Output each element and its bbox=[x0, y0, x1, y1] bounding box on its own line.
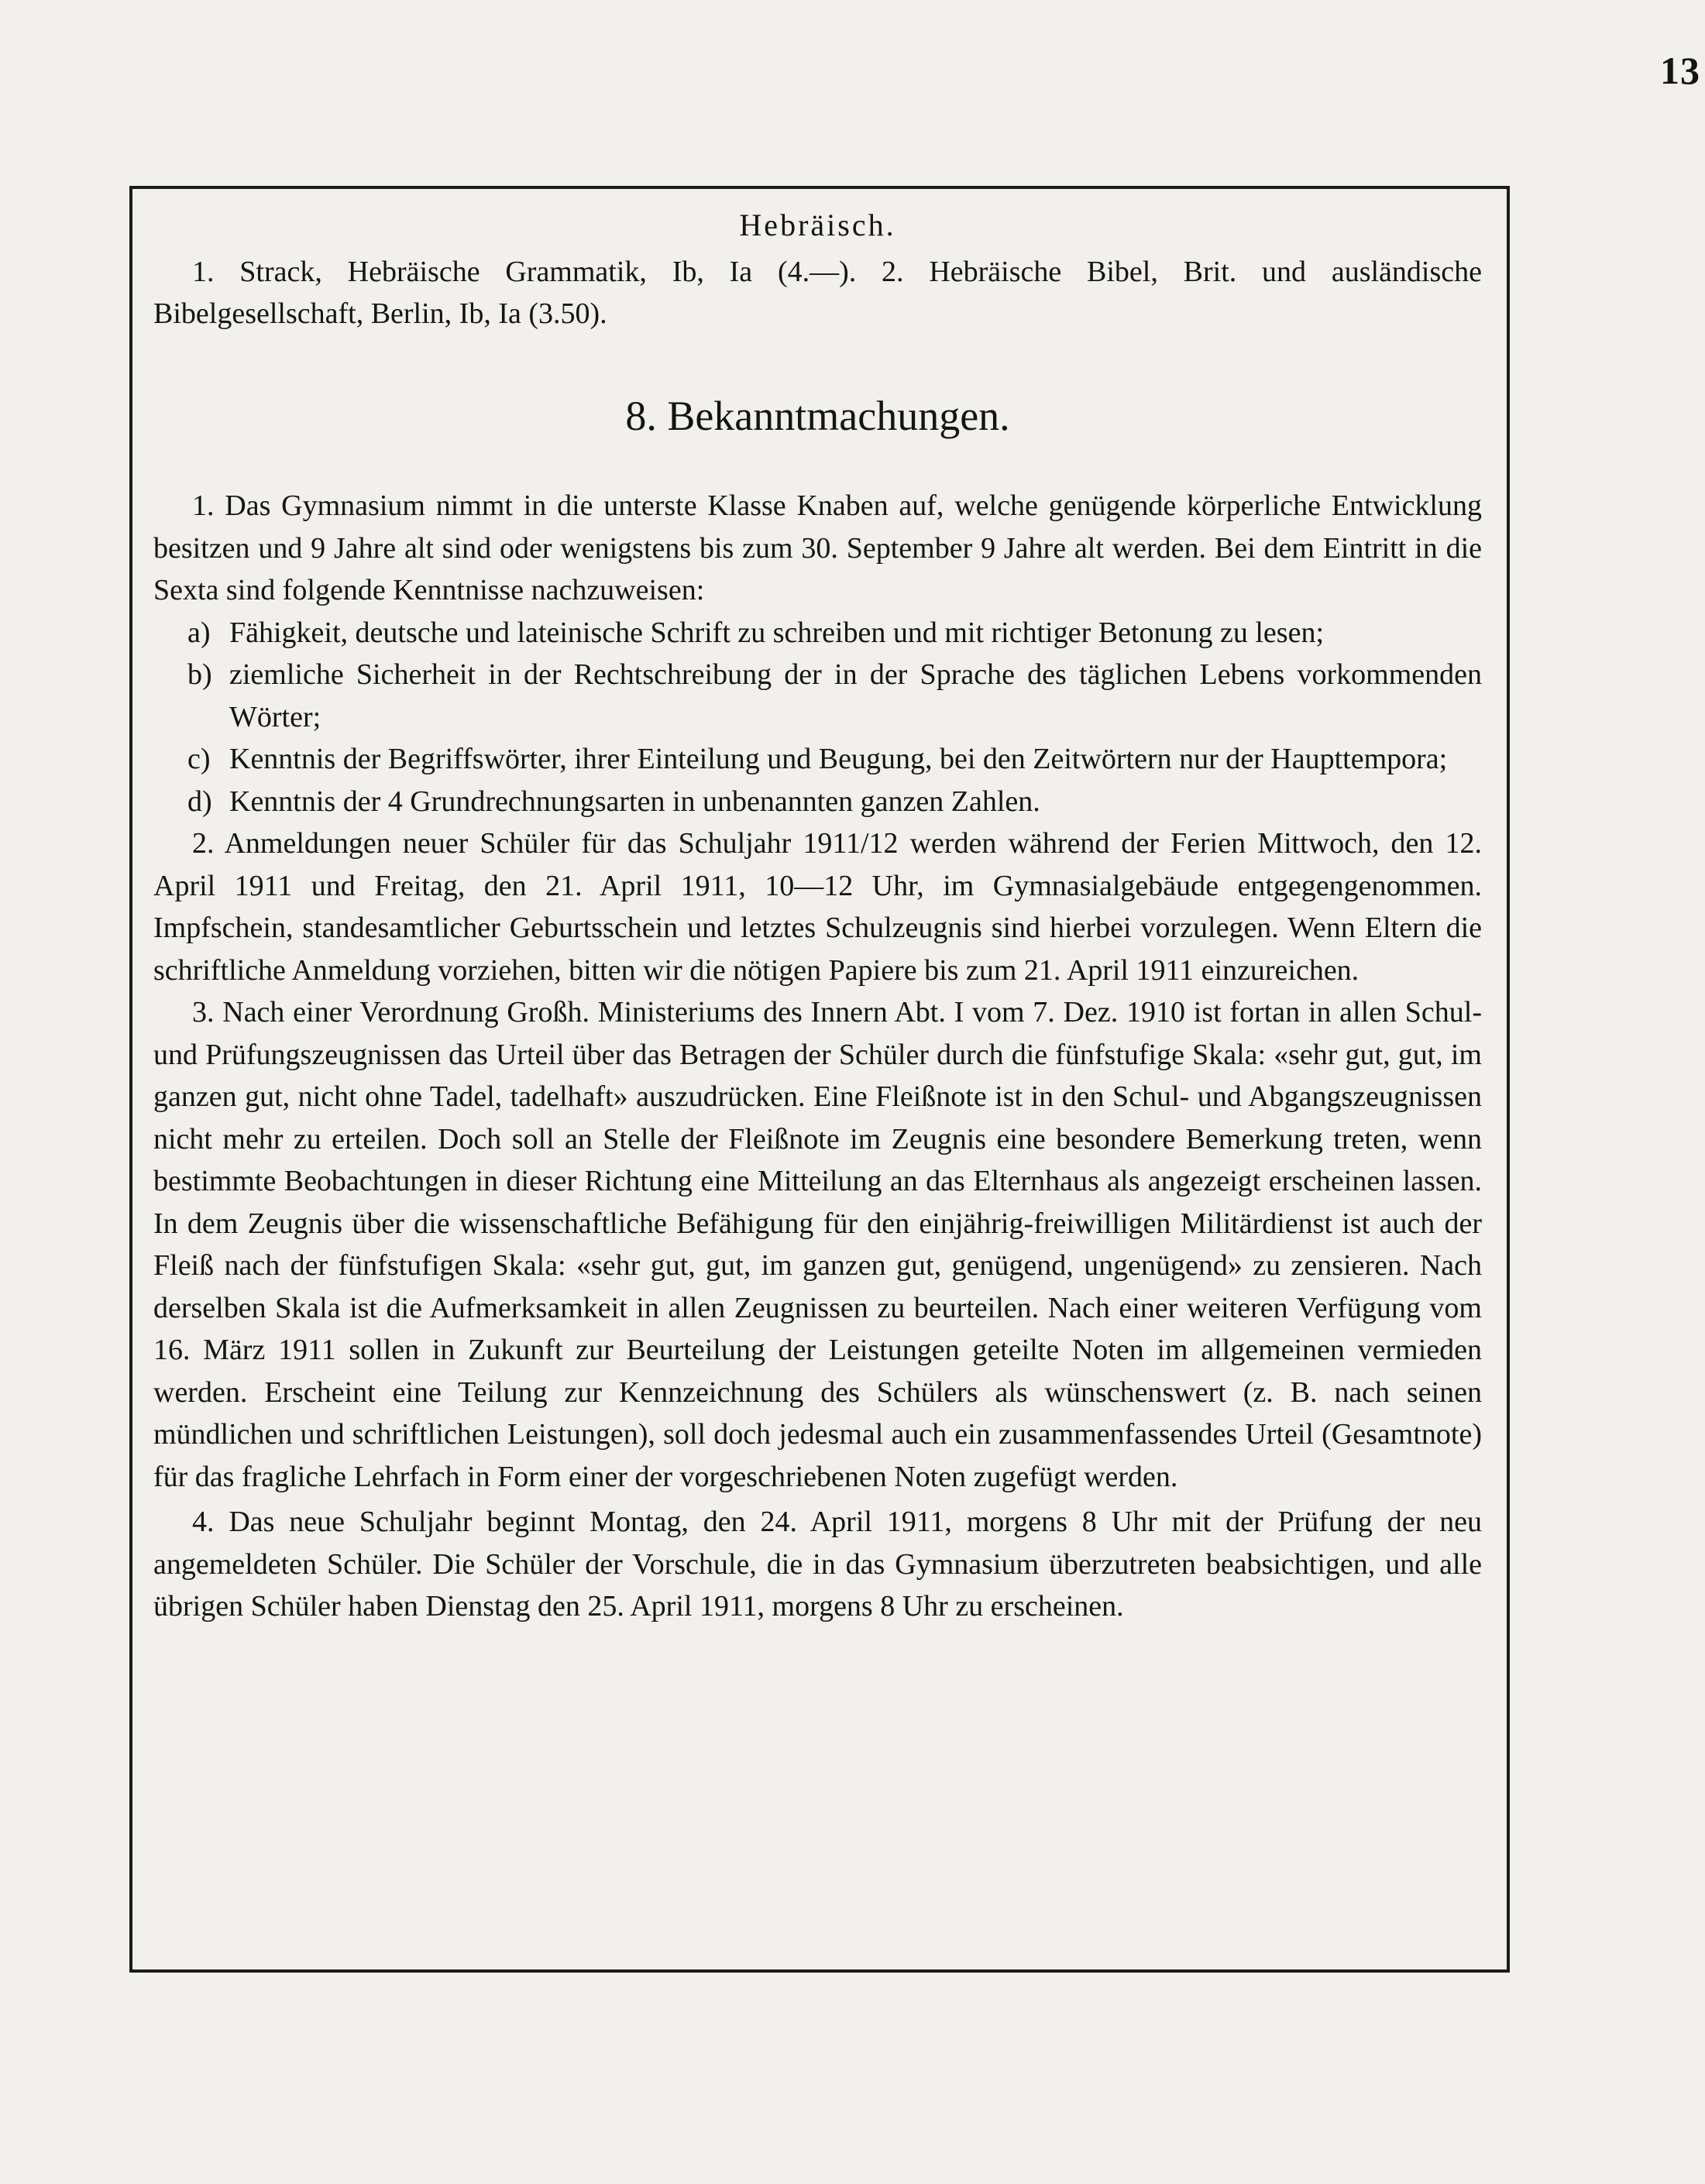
list-marker: c) bbox=[187, 743, 211, 775]
list-item bbox=[153, 781, 1482, 823]
announcement-2: 2. Anmeldungen neuer Schüler für das Schuljahr 1911/12 werden während der Ferien Mittwoch, den 12. April 1911 und Freitag, den 21. April 1911, 10—12 Uhr, im Gymnasialgebäude entgegengenommen. Impfschein, standesamtlicher Geburtsschein und letztes Schulzeugnis sind hierbei vorzulegen. Wenn Eltern die schriftliche Anmeldung vorziehen, bitten wir die nötigen Papiere bis zum 21. April 1911 einzureichen. bbox=[153, 827, 1482, 987]
requirements-list bbox=[153, 612, 1482, 823]
list-item-text: Kenntnis der Begriffswörter, ihrer Einteilung und Beugung, bei den Zeitwörtern nur der Haupttempora; bbox=[229, 743, 1448, 775]
announcement-3: 3. Nach einer Verordnung Großh. Ministeriums des Innern Abt. I vom 7. Dez. 1910 ist fortan in allen Schul- und Prüfungszeugnissen das Urteil über das Betragen der Schüler durch die fünfstufige Skala: «sehr gut, gut, im ganzen gut, nicht ohne Tadel, tadelhaft» auszudrücken. Eine Fleißnote ist in den Schul- und Abgangszeugnissen nicht mehr zu erteilen. Doch soll an Stelle der Fleißnote im Zeugnis eine besondere Bemerkung treten, wenn bestimmte Beobachtungen in dieser Richtung eine Mitteilung an das Elternhaus als angezeigt erscheinen lassen. In dem Zeugnis über die wissenschaftliche Befähigung für den einjährig-freiwilligen Militärdienst ist auch der Fleiß nach der fünfstufigen Skala: «sehr gut, gut, im ganzen gut, genügend, ungenügend» zu zensieren. Nach derselben Skala ist die Aufmerksamkeit in allen Zeugnissen zu beurteilen. Nach einer weiteren Verfügung vom 16. März 1911 sollen in Zukunft zur Beurteilung der Leistungen geteilte Noten im allgemeinen vermieden werden. Erscheint eine Teilung zur Kennzeichnung des Schülers als wünschenswert (z. B. nach seinen mündlichen und schriftlichen Leistungen), soll doch jedesmal auch ein zusammenfassendes Urteil (Gesamtnote) für das fragliche Lehrfach in Form einer der vorgeschriebenen Noten zugefügt werden. bbox=[153, 996, 1482, 1493]
list-item bbox=[153, 654, 1482, 738]
list-marker: b) bbox=[187, 658, 212, 691]
list-item bbox=[153, 738, 1482, 781]
list-item-text: ziemliche Sicherheit in der Rechtschreibung der in der Sprache des täglichen Lebens vorkommenden Wörter; bbox=[229, 658, 1482, 733]
list-item-text: Fähigkeit, deutsche und lateinische Schrift zu schreiben und mit richtiger Betonung zu lesen; bbox=[229, 616, 1325, 649]
list-marker: a) bbox=[187, 616, 211, 649]
announcements-heading: 8. Bekanntmachungen. bbox=[625, 393, 1010, 439]
announcement-1-intro: 1. Das Gymnasium nimmt in die unterste Klasse Knaben auf, welche genügende körperliche Entwicklung besitzen und 9 Jahre alt sind oder wenigstens bis zum 30. September 9 Jahre alt werden. Bei dem Eintritt in die Sexta sind folgende Kenntnisse nachzuweisen: bbox=[153, 489, 1482, 606]
announcement-4: 4. Das neue Schuljahr beginnt Montag, den 24. April 1911, morgens 8 Uhr mit der Prüfung der neu angemeldeten Schüler. Die Schüler der Vorschule, die in das Gymnasium überzutreten beabsichtigen, und alle übrigen Schüler haben Dienstag den 25. April 1911, morgens 8 Uhr zu erscheinen. bbox=[153, 1506, 1482, 1623]
page-number: 13 bbox=[1660, 49, 1700, 92]
list-marker: d) bbox=[187, 785, 212, 818]
list-item-text: Kenntnis der 4 Grundrechnungsarten in unbenannten ganzen Zahlen. bbox=[229, 785, 1040, 818]
hebrew-books-text: 1. Strack, Hebräische Grammatik, Ib, Ia (4.—). 2. Hebräische Bibel, Brit. und ausländische Bibelgesellschaft, Berlin, Ib, Ia (3.50). bbox=[153, 256, 1482, 330]
list-item bbox=[153, 612, 1482, 654]
text-frame bbox=[129, 186, 1510, 1973]
hebrew-heading: Hebräisch. bbox=[739, 208, 896, 242]
frame-content bbox=[132, 189, 1507, 1969]
